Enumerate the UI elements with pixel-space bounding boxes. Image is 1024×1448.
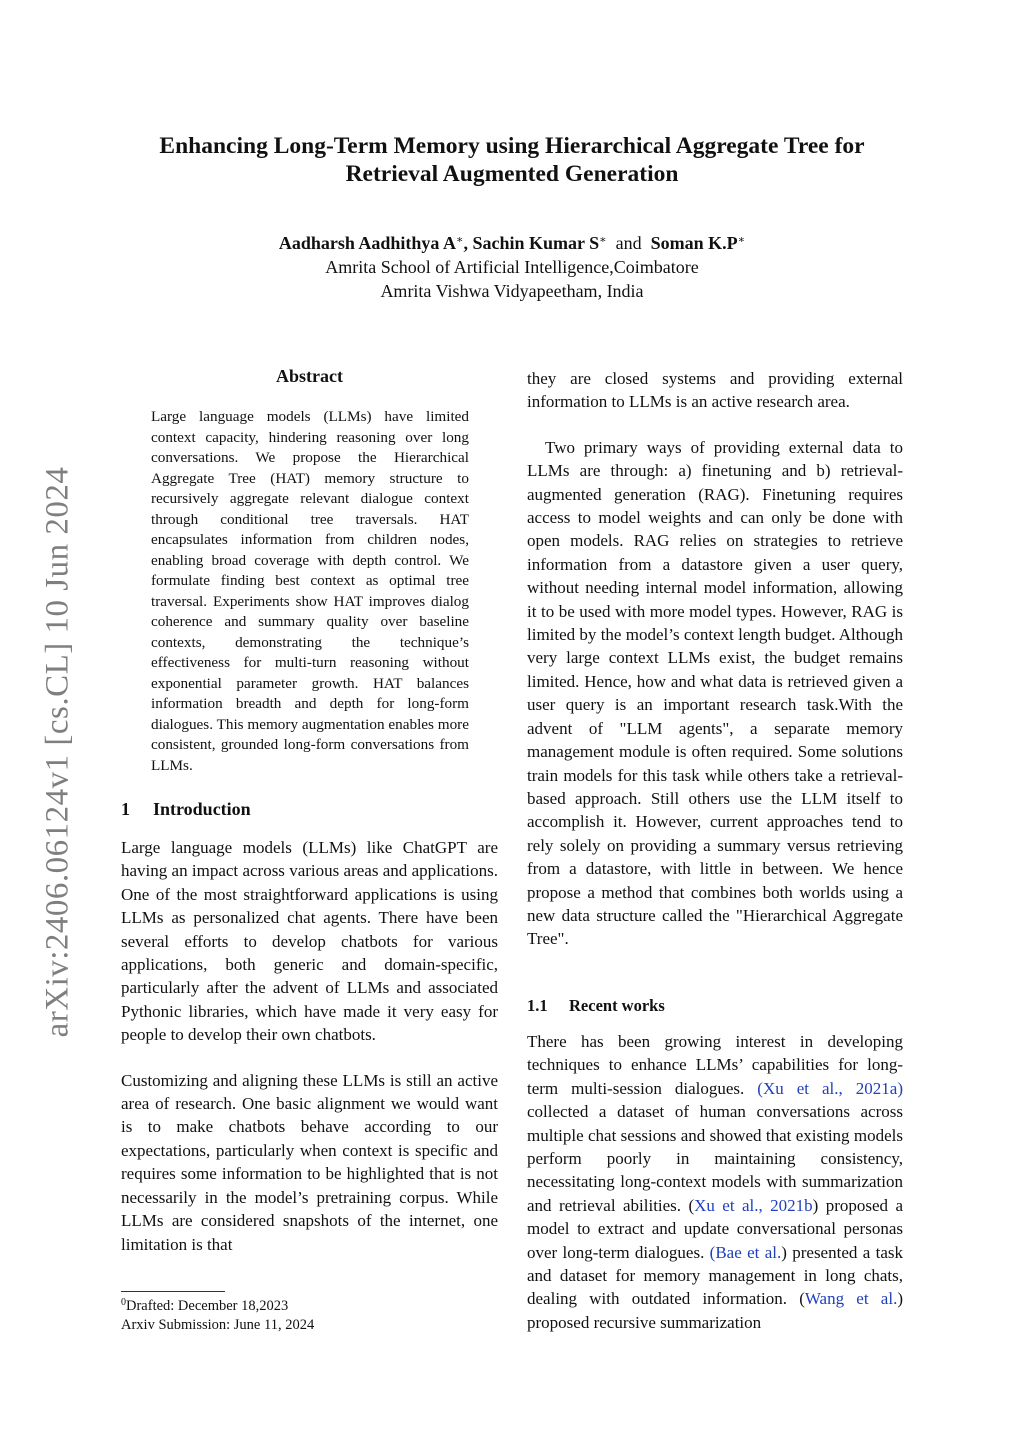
abstract-heading: Abstract (276, 366, 343, 386)
recent-works-text-3: ) proposed a model to extract and update conversational personas over long-term dialogues. (527, 1195, 903, 1262)
author-3: Soman K.P (650, 233, 738, 253)
author-1: Aadharsh Aadhithya A (278, 233, 456, 253)
citation-xu-2021a-close[interactable]: ) (897, 1078, 904, 1098)
intro-paragraph-2-continued: they are closed systems and providing external information to LLMs is an active research area. (527, 369, 903, 412)
left-column-body (121, 836, 498, 1256)
affiliation-line-1: Amrita School of Artificial Intelligence,Coimbatore (325, 257, 699, 277)
affiliation-line-2: Amrita Vishwa Vidyapeetham, India (380, 281, 644, 301)
author-names (0, 228, 1024, 255)
author-separator: , (463, 233, 468, 253)
author-block (0, 228, 1024, 303)
footnote (121, 1293, 314, 1335)
intro-paragraph-3: Two primary ways of providing external data to LLMs are through: a) finetuning and b) retrieval-augmented generation (RAG). Finetuning requires access to model weights and can only be done with open models. RAG relies on strategies to retrieve information from a datastore given a user query, without needing internal model information, allowing it to be used with more model types. However, RAG is limited by the model’s context length budget. Although very large context LLMs exist, the budget remains limited. Hence, how and what data is retrieved given a user query is an important research task.With the advent of "LLM agents", a separate memory management module is often required. Some solutions train models for this task while others take a retrieval-based approach. Still others use the LLM itself to accomplish it. However, current approaches tend to rely solely on providing a summary versus retrieving from a datastore, with little in between. We hence propose a method that combines both worlds using a new data structure called the "Hierarchical Aggregate Tree". (527, 437, 903, 949)
recent-works-text-1: There has been growing interest in developing techniques to enhance LLMs’ capabilities for long-term multi-session dialogues. (527, 1032, 903, 1098)
author-2-marker: ∗ (599, 234, 607, 246)
author-and: and (615, 233, 642, 253)
subsection-heading-recent-works (527, 996, 665, 1016)
recent-works-text-4: ) presented a task and dataset for memory management in long chats, dealing with outdated information. ( (527, 1242, 903, 1309)
right-column-body (527, 367, 903, 951)
citation-xu-2021a[interactable]: Xu et al., 2021a (762, 1078, 898, 1098)
citation-bae[interactable]: (Bae et al. (709, 1242, 782, 1262)
author-1-marker: ∗ (455, 234, 464, 246)
footnote-drafted: Drafted: December 18,2023 (126, 1298, 289, 1314)
citation-xu-2021a-open[interactable]: ( (757, 1078, 763, 1098)
citation-xu-2021b[interactable]: Xu et al., 2021b (694, 1195, 813, 1215)
citation-wang[interactable]: Wang et al. (804, 1289, 898, 1309)
footnote-rule (121, 1291, 225, 1292)
arxiv-identifier-stamp: arXiv:2406.06124v1 [cs.CL] 10 Jun 2024 (39, 466, 76, 1038)
paper-title-line-1: Enhancing Long-Term Memory using Hierarchical Aggregate Tree for (159, 133, 865, 159)
author-3-marker: ∗ (737, 234, 746, 246)
footnote-marker: 0 (121, 1297, 126, 1308)
section-number: 1 (121, 799, 130, 819)
paper-title (0, 132, 1024, 188)
recent-works-text-5: ) proposed recursive summarization (527, 1289, 903, 1332)
subsection-title: Recent works (569, 996, 665, 1015)
recent-works-paragraph (527, 1030, 903, 1334)
intro-paragraph-1: Large language models (LLMs) like ChatGPT are having an impact across various areas and applications. One of the most straightforward applications is using LLMs as personalized chat agents. There have been several efforts to develop chatbots for various applications, both generic and domain-specific, particularly after the advent of LLMs and associated Pythonic libraries, which have made it very easy for people to develop their own chatbots. (121, 838, 498, 1045)
paper-title-line-2: Retrieval Augmented Generation (345, 161, 679, 187)
intro-paragraph-2: Customizing and aligning these LLMs is still an active area of research. One basic alignment we would want is to make chatbots behave according to our expectations, particularly when context is specific and requires some information to be highlighted that is not necessarily in the model’s pretraining corpus. While LLMs are considered snapshots of the internet, one limitation is that (121, 1070, 498, 1254)
footnote-submission: Arxiv Submission: June 11, 2024 (121, 1317, 315, 1333)
section-title: Introduction (153, 799, 251, 819)
recent-works-text-2: collected a dataset of human conversations across multiple chat sessions and showed that existing models perform poorly in maintaining consistency, necessitating long-context models with summarization and retrieval abilities. ( (527, 1102, 903, 1215)
author-2: Sachin Kumar S (472, 233, 600, 253)
section-heading-introduction (121, 799, 251, 820)
abstract-body: Large language models (LLMs) have limited context capacity, hindering reasoning over long conversations. We propose the Hierarchical Aggregate Tree (HAT) memory structure to recursively aggregate relevant dialogue context through conditional tree traversals. HAT encapsulates information from children nodes, enabling broad coverage with depth control. We formulate finding best context as optimal tree traversal. Experiments show HAT improves dialog coherence and summary quality over baseline contexts, demonstrating the technique’s effectiveness for multi-turn reasoning without exponential parameter growth. HAT balances information breadth and depth for long-form dialogues. This memory augmentation enables more consistent, grounded long-form conversations from LLMs. (151, 408, 469, 774)
subsection-number: 1.1 (527, 996, 548, 1015)
